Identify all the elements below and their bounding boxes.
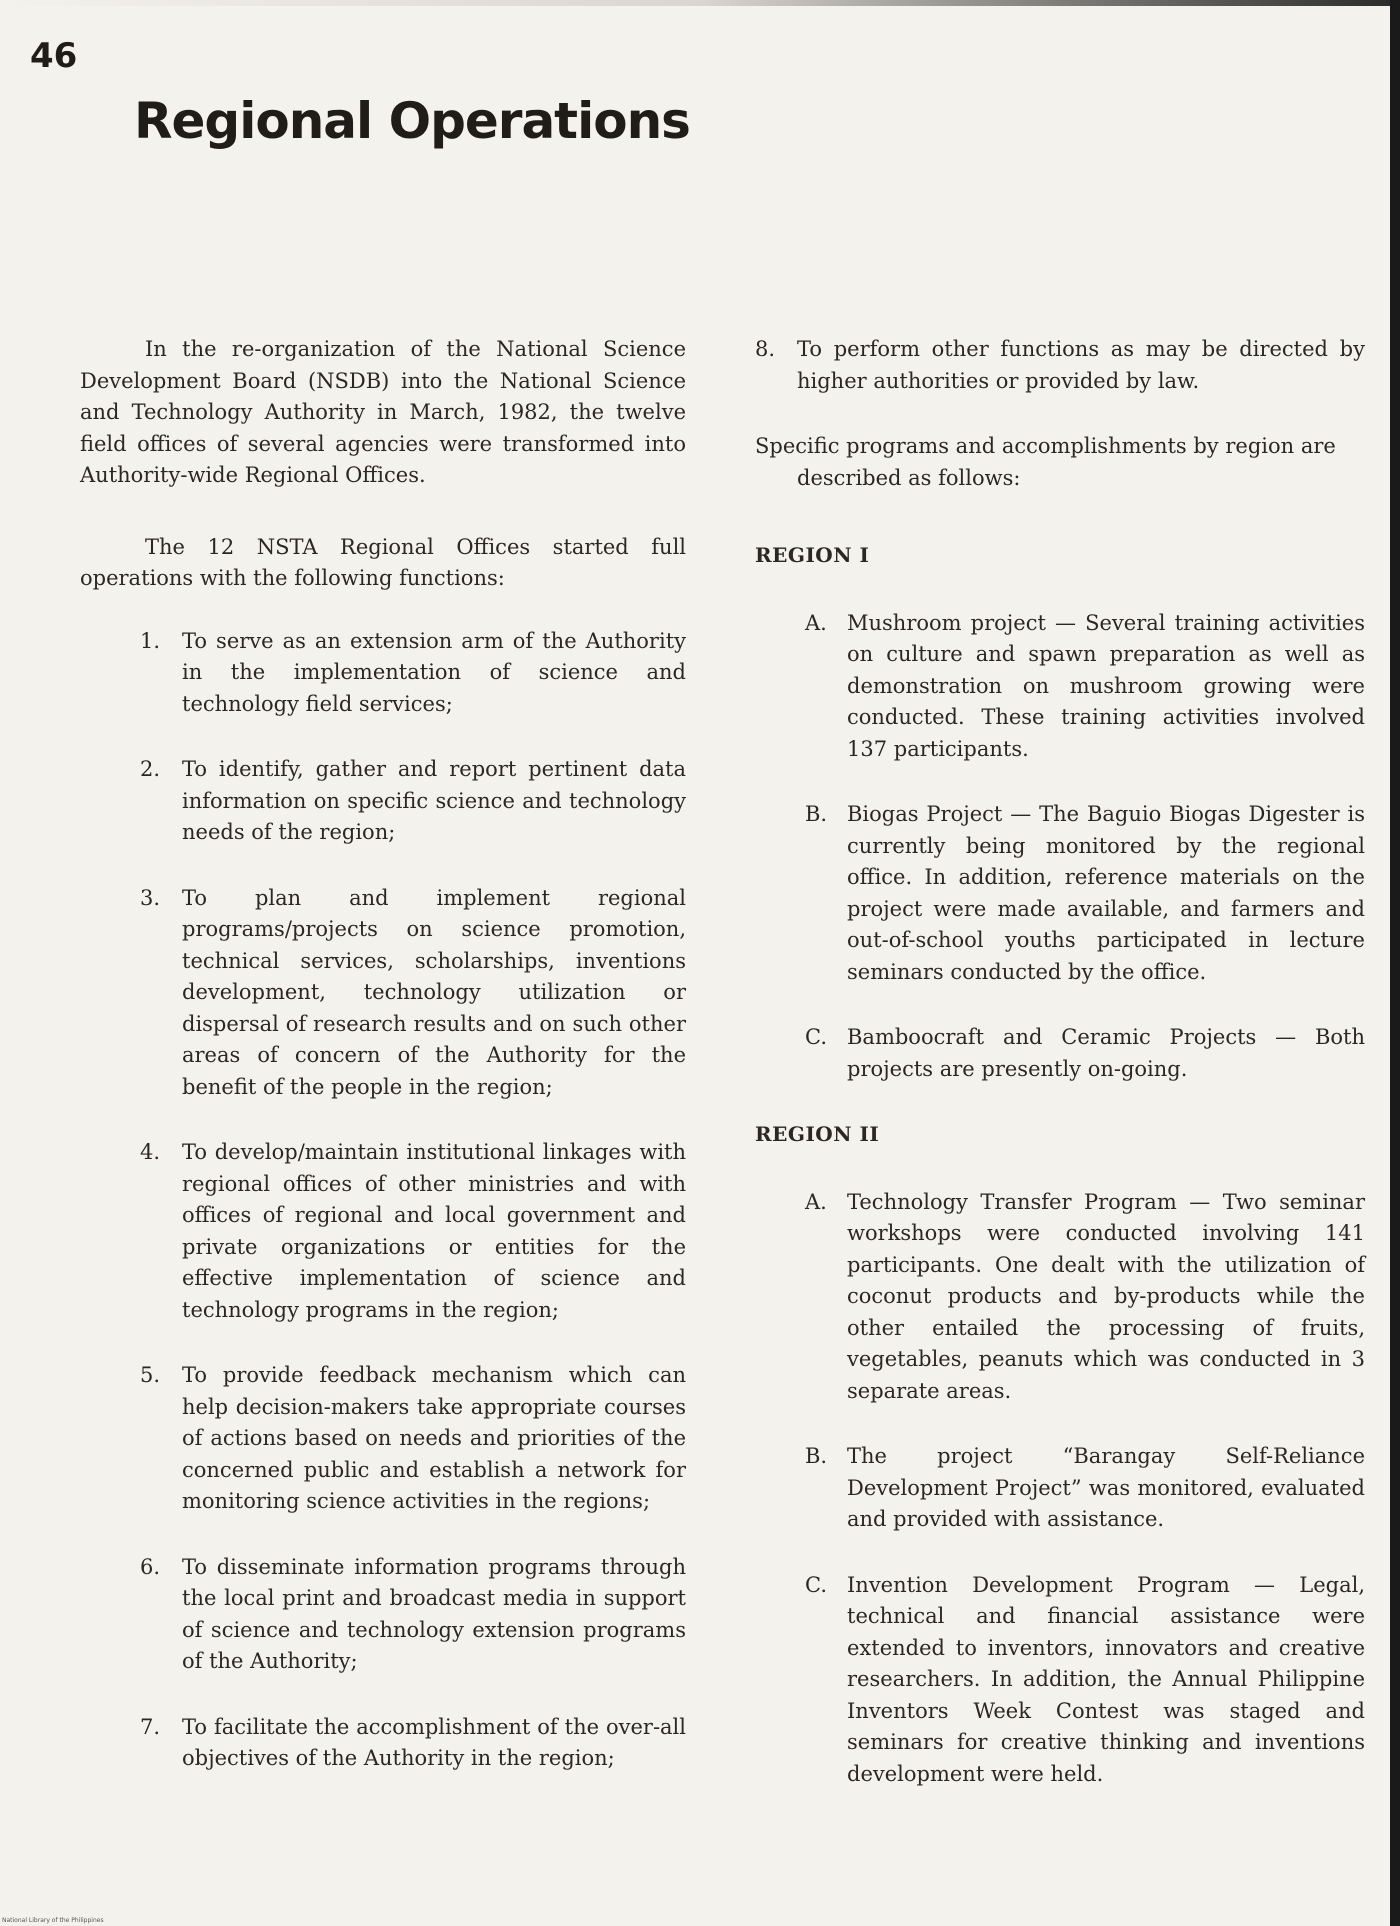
item-text: To provide feedback mechanism which can help decision-makers take appropriate courses of actions based on needs and priorities of the concerned public and establish a network for monitoring science activities in the regions; [182, 1363, 686, 1513]
list-item [140, 883, 686, 1104]
item-letter: C. [805, 1025, 827, 1049]
left-column [80, 334, 686, 1809]
functions-lead-paragraph: The 12 NSTA Regional Offices started full operations with the following functions: [80, 534, 686, 590]
item-text: Bamboocraft and Ceramic Projects — Both projects are presently on-going. [847, 1025, 1365, 1081]
item-text: To disseminate information programs through the local print and broadcast media in support of science and technology extension programs of the Authority; [182, 1554, 686, 1673]
item-number: 1. [140, 628, 161, 653]
item-text: Technology Transfer Program — Two seminar workshops were conducted involving 141 participants. One dealt with the utilization of coconut products and by-products while the other entailed the processing of fruits, vegetables, peanuts which was conducted in 3 separate areas. [847, 1189, 1365, 1403]
list-item [140, 626, 686, 721]
top-edge-shadow [0, 0, 1400, 6]
item-text: To serve as an extension arm of the Authority in the implementation of science and technology field services; [182, 628, 686, 716]
list-item [140, 1712, 686, 1775]
item-number: 7. [140, 1714, 161, 1739]
functions-list [80, 626, 686, 1775]
item-text: To develop/maintain institutional linkages with regional offices of other ministries and with offices of regional and local government and private organizations or entities for the effective implementation of science and technology programs in the region; [182, 1140, 686, 1322]
list-item [805, 799, 1365, 988]
list-item [140, 1552, 686, 1678]
item-number: 5. [140, 1363, 161, 1387]
item-number: 3. [140, 885, 161, 910]
item-text: Invention Development Program — Legal, technical and financial assistance were extended to inventors, innovators and creative researchers. In addition, the Annual Philippine Inventors Week Contest was staged and seminars for creative thinking and inventions development were held. [847, 1572, 1365, 1786]
item-text: The project “Barangay Self-Reliance Development Project” was monitored, evaluated and provided with assistance. [847, 1444, 1365, 1531]
item-letter: C. [805, 1572, 827, 1597]
page-title: Regional Operations [134, 92, 690, 150]
item-number: 4. [140, 1140, 161, 1164]
item-letter: A. [805, 1189, 827, 1214]
item-letter: B. [805, 1444, 828, 1468]
right-column [755, 334, 1365, 1824]
specific-programs-paragraph: Specific programs and accomplishments by region are described as follows: [755, 434, 1336, 490]
right-edge-shadow [1390, 0, 1400, 1926]
list-item [755, 334, 1365, 397]
item-text: Biogas Project — The Baguio Biogas Digester is currently being monitored by the regional office. In addition, reference materials on the project were made available, and farmers and out-of-school youths participated in lecture seminars conducted by the office. [847, 802, 1365, 984]
page-number: 46 [30, 36, 78, 76]
list-item [805, 1570, 1365, 1791]
item-number: 6. [140, 1554, 161, 1579]
region-1-heading: REGION I [755, 543, 870, 567]
item-number: 8. [755, 337, 776, 361]
list-item [805, 608, 1365, 766]
item-letter: A. [805, 610, 827, 635]
list-item [805, 1022, 1365, 1085]
item-number: 2. [140, 757, 161, 781]
list-item [140, 1360, 686, 1518]
intro-paragraph: In the re-organization of the National Science Development Board (NSDB) into the National Science and Technology Authority in March, 1982, the twelve field offices of several agencies were transformed into Authority-wide Regional Offices. [80, 337, 686, 487]
region-1-list [755, 608, 1365, 1086]
item-text: Mushroom project — Several training activities on culture and spawn preparation as well as demonstration on mushroom growing were conducted. These training activities involved 137 participants. [847, 610, 1365, 761]
item-text: To facilitate the accomplishment of the over-all objectives of the Authority in the region; [182, 1714, 686, 1770]
item-letter: B. [805, 802, 828, 826]
list-item [805, 1441, 1365, 1536]
region-2-list [755, 1187, 1365, 1791]
list-item [140, 1137, 686, 1326]
item-text: To identify, gather and report pertinent data information on specific science and technology needs of the region; [182, 757, 686, 844]
scan-footer-credit: National Library of the Philippines [2, 1917, 104, 1924]
item-text: To perform other functions as may be directed by higher authorities or provided by law. [797, 337, 1365, 393]
list-item [805, 1187, 1365, 1408]
item-text: To plan and implement regional programs/projects on science promotion, technical services, scholarships, inventions development, technology utilization or dispersal of research results and on such other areas of concern of the Authority for the benefit of the people in the region; [182, 885, 686, 1099]
region-2-heading: REGION II [755, 1122, 880, 1146]
list-item [140, 754, 686, 849]
